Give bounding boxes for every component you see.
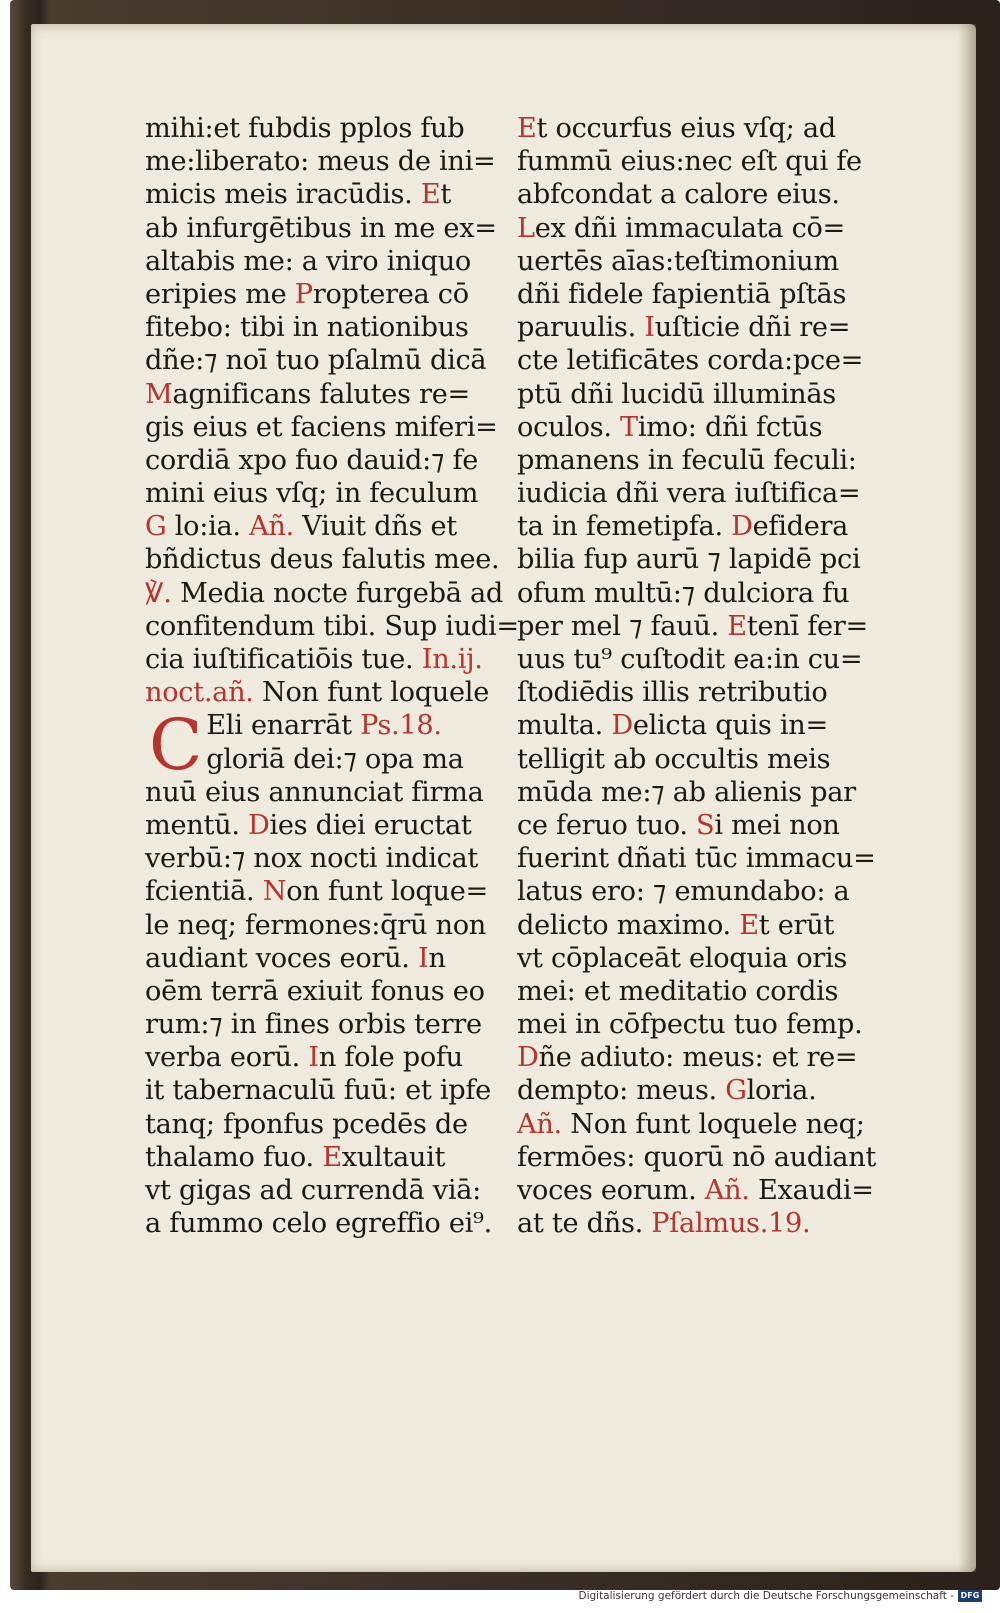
body-text: i mei non (714, 809, 840, 841)
body-text: verba eorū. (145, 1042, 309, 1074)
text-line (517, 344, 877, 377)
text-line (517, 610, 877, 643)
text-line (517, 378, 877, 411)
body-text: lo:ia. (166, 511, 250, 543)
text-line (517, 145, 877, 178)
body-text: ies diei eructat (269, 809, 472, 841)
rubric-text: S (696, 809, 715, 841)
text-line (145, 1041, 505, 1074)
body-text: me:liberato: meus de ini= (145, 146, 496, 178)
text-line (145, 1108, 505, 1141)
rubric-text: G (725, 1075, 747, 1107)
text-line (517, 577, 877, 610)
text-line (145, 411, 505, 444)
body-text: ropterea cō (312, 278, 469, 310)
rubric-text: N (262, 876, 287, 908)
text-line (517, 842, 877, 875)
text-line (145, 776, 505, 809)
body-text: n (428, 942, 446, 974)
text-line (517, 1174, 877, 1207)
drop-initial: C (149, 704, 203, 787)
text-line (517, 278, 877, 311)
body-text: gis eius et faciens miferi= (145, 411, 498, 443)
text-line (517, 212, 877, 245)
body-text: loria. (746, 1075, 817, 1107)
body-text: micis meis iracūdis. (145, 179, 421, 211)
text-line (517, 942, 877, 975)
rubric-text: E (517, 113, 537, 144)
text-line (517, 1041, 877, 1074)
body-text: agnificans falutes re= (172, 378, 471, 410)
text-line (145, 909, 505, 942)
body-text: fermōes: quorū nō audiant (517, 1141, 877, 1173)
body-text: efidera (752, 511, 849, 543)
body-text: dñi fidele fapientiā pſtās (517, 278, 847, 310)
body-text: Exaudi= (749, 1175, 874, 1206)
text-column-left (145, 112, 519, 1240)
rubric-text: E (420, 179, 441, 211)
rubric-text: D (248, 809, 270, 841)
body-text: oēm terrā exiuit fonus eo (145, 975, 485, 1007)
body-text: cia iuſtificatiōis tue. (145, 644, 422, 675)
text-line (145, 444, 505, 477)
text-line (145, 245, 505, 278)
body-text: confitendum tibi. Sup iudi= (145, 610, 519, 642)
text-line (517, 1074, 877, 1107)
body-text: fcientiā. (145, 876, 263, 908)
rubric-text: noct.añ. (145, 677, 254, 709)
body-text: telligit ab occultis meis (517, 743, 831, 775)
text-line (517, 975, 877, 1008)
body-text: ta in femetipfa. (517, 511, 732, 543)
rubric-text: ℣. (145, 577, 172, 609)
body-text: mini eius vſq; in feculum (145, 478, 479, 510)
body-text: Media nocte furgebā ad (171, 577, 503, 609)
text-line (517, 643, 877, 676)
body-text: le neq; fermones:q̄rū non (145, 909, 486, 941)
body-text: pmanens in feculū feculi: (517, 444, 857, 476)
rubric-text: E (739, 909, 759, 941)
rubric-text: Añ. (704, 1175, 750, 1206)
body-text: uus tu⁹ cuſtodit ea:in cu= (517, 644, 863, 675)
text-line (145, 1141, 505, 1174)
text-line (145, 643, 505, 676)
text-line (145, 610, 519, 643)
text-line (145, 543, 505, 576)
body-text: ofum multū:⁊ dulciora fu (517, 577, 850, 609)
text-line (517, 444, 877, 477)
rubric-text: E (322, 1141, 342, 1173)
body-text: ſtodiēdis illis retributio (517, 677, 828, 709)
text-line (517, 1207, 877, 1240)
body-text: fitebo: tibi in nationibus (145, 312, 469, 344)
body-text: ñe adiuto: meus: et re= (538, 1042, 858, 1074)
text-line (517, 809, 877, 842)
body-text: imo: dñi fctūs (637, 411, 823, 443)
text-line (517, 112, 877, 145)
body-text: a fummo celo egreffio ei⁹. (145, 1208, 492, 1240)
body-text: xultauit (341, 1141, 446, 1173)
text-line (517, 510, 877, 543)
text-line (145, 344, 505, 377)
body-text: oculos. (517, 411, 621, 443)
body-text: altabis me: a viro iniquo (145, 245, 471, 277)
body-text: latus ero: ⁊ emundabo: a (517, 876, 850, 908)
text-line (145, 112, 505, 145)
body-text: delicto maximo. (517, 909, 740, 941)
body-text: mei: et meditatio cordis (517, 975, 839, 1007)
body-text: mūda me:⁊ ab alienis par (517, 776, 856, 808)
body-text: mei in cōfpectu tuo femp. (517, 1009, 863, 1041)
body-text: t (440, 179, 452, 211)
text-line (517, 245, 877, 278)
body-text: eripies me (145, 278, 295, 310)
text-line (145, 311, 505, 344)
text-line (517, 743, 877, 776)
text-line (517, 709, 877, 742)
body-text: Eli enarrāt (206, 710, 361, 742)
text-line (145, 975, 505, 1008)
body-text: uſticie dñi re= (654, 312, 851, 344)
body-text: voces eorum. (517, 1175, 705, 1206)
body-text: cordiā xpo fuo dauid:⁊ fe (145, 444, 479, 476)
body-text: rum:⁊ in fines orbis terre (145, 1009, 482, 1041)
body-text: vt gigas ad currendā viā: (145, 1175, 481, 1206)
body-text: Non funt loquele (253, 677, 489, 709)
text-line (145, 1074, 505, 1107)
text-column-right (517, 112, 877, 1240)
body-text: iudicia dñi vera iuſtifica= (517, 478, 861, 510)
rubric-text: T (620, 411, 638, 443)
body-text: paruulis. (517, 312, 645, 344)
page-edge-shadow (958, 24, 976, 1572)
text-line (517, 178, 877, 211)
text-line (145, 676, 505, 709)
text-line (145, 477, 505, 510)
body-text: t erūt (758, 909, 835, 941)
digitization-footer (578, 1590, 982, 1602)
rubric-text: G (145, 511, 167, 543)
body-text: audiant voces eorū. (145, 942, 418, 974)
text-line (517, 776, 877, 809)
text-line (517, 477, 877, 510)
text-line (145, 577, 505, 610)
text-line (517, 311, 877, 344)
rubric-text: E (727, 610, 747, 642)
text-line (517, 676, 877, 709)
body-text: it tabernaculū fuū: et ipfe (145, 1075, 491, 1107)
text-line (145, 178, 505, 211)
body-text: uertēs aīas:teſtimonium (517, 245, 839, 277)
text-line (145, 145, 505, 178)
text-line (145, 1008, 505, 1041)
body-text: fuerint dñati tūc immacu= (517, 843, 876, 875)
body-text: verbū:⁊ nox nocti indicat (145, 843, 479, 875)
text-line (517, 1008, 877, 1041)
body-text: t occurfus eius vſq; ad (536, 113, 836, 144)
text-line (145, 1174, 505, 1207)
text-line (517, 1108, 877, 1141)
rubric-text: D (731, 511, 753, 543)
body-text: ce feruo tuo. (517, 809, 697, 841)
text-line (517, 1141, 877, 1174)
text-line (145, 1207, 505, 1240)
text-line (145, 278, 505, 311)
text-line (517, 875, 877, 908)
body-text: bilia fup aurū ⁊ lapidē pci (517, 544, 861, 576)
text-line (145, 842, 505, 875)
rubric-text: I (644, 312, 655, 344)
body-text: nuū eius annunciat firma (145, 776, 484, 808)
body-text: gloriā dei:⁊ opa ma (206, 743, 464, 775)
body-text: fummū eius:nec eſt qui fe (517, 146, 862, 178)
body-text: elicta quis in= (632, 710, 828, 742)
rubric-text: D (611, 710, 633, 742)
body-text: abfcondat a calore eius. (517, 179, 840, 211)
body-text: on funt loque= (286, 876, 489, 908)
body-text: dempto: meus. (517, 1075, 726, 1107)
body-text: tanq; fponfus pcedēs de (145, 1108, 468, 1140)
body-text: per mel ⁊ fauū. (517, 610, 728, 642)
text-line (145, 875, 505, 908)
text-line (145, 212, 505, 245)
body-text: vt cōplaceāt eloquia oris (517, 942, 848, 974)
body-text: Non funt loquele neq; (561, 1108, 865, 1140)
rubric-text: I (308, 1042, 319, 1074)
text-line (145, 510, 505, 543)
body-text: tenī fer= (746, 610, 868, 642)
body-text: dñe:⁊ noī tuo pſalmū dicā (145, 345, 487, 377)
text-line (145, 378, 505, 411)
body-text: thalamo fuo. (145, 1141, 323, 1173)
rubric-text: Añ. (517, 1108, 562, 1140)
rubric-text: Ps.18. (360, 710, 442, 742)
rubric-text: In.ij. (421, 644, 483, 675)
text-line (517, 543, 877, 576)
rubric-text: L (517, 212, 535, 244)
text-line (517, 909, 877, 942)
body-text: mentū. (145, 809, 248, 841)
text-line (517, 411, 877, 444)
text-line (145, 809, 505, 842)
rubric-text: P (294, 278, 313, 310)
body-text: ex dñi immaculata cō= (534, 212, 846, 244)
body-text: bñdictus deus falutis mee. (145, 544, 500, 576)
dfg-logo-icon: DFG (958, 1590, 982, 1602)
body-text: ptū dñi lucidū illuminās (517, 378, 836, 410)
body-text: at te dñs. (517, 1208, 652, 1240)
body-text: n fole pofu (318, 1042, 463, 1074)
rubric-text: D (517, 1042, 539, 1074)
body-text: ab infurgētibus in me ex= (145, 212, 497, 244)
body-text: mihi:et fubdis pplos fub (145, 113, 465, 144)
rubric-text: M (145, 378, 173, 410)
footer-text: Digitalisierung gefördert durch die Deutsche Forschungsgemeinschaft - (578, 1590, 954, 1602)
text-line (145, 942, 505, 975)
rubric-text: I (418, 942, 429, 974)
body-text: multa. (517, 710, 612, 742)
rubric-text: Añ. (249, 511, 294, 543)
rubric-text: Pſalmus.19. (651, 1208, 811, 1240)
body-text: Viuit dñs et (293, 511, 457, 543)
body-text: cte letificātes corda:pce= (517, 345, 864, 377)
